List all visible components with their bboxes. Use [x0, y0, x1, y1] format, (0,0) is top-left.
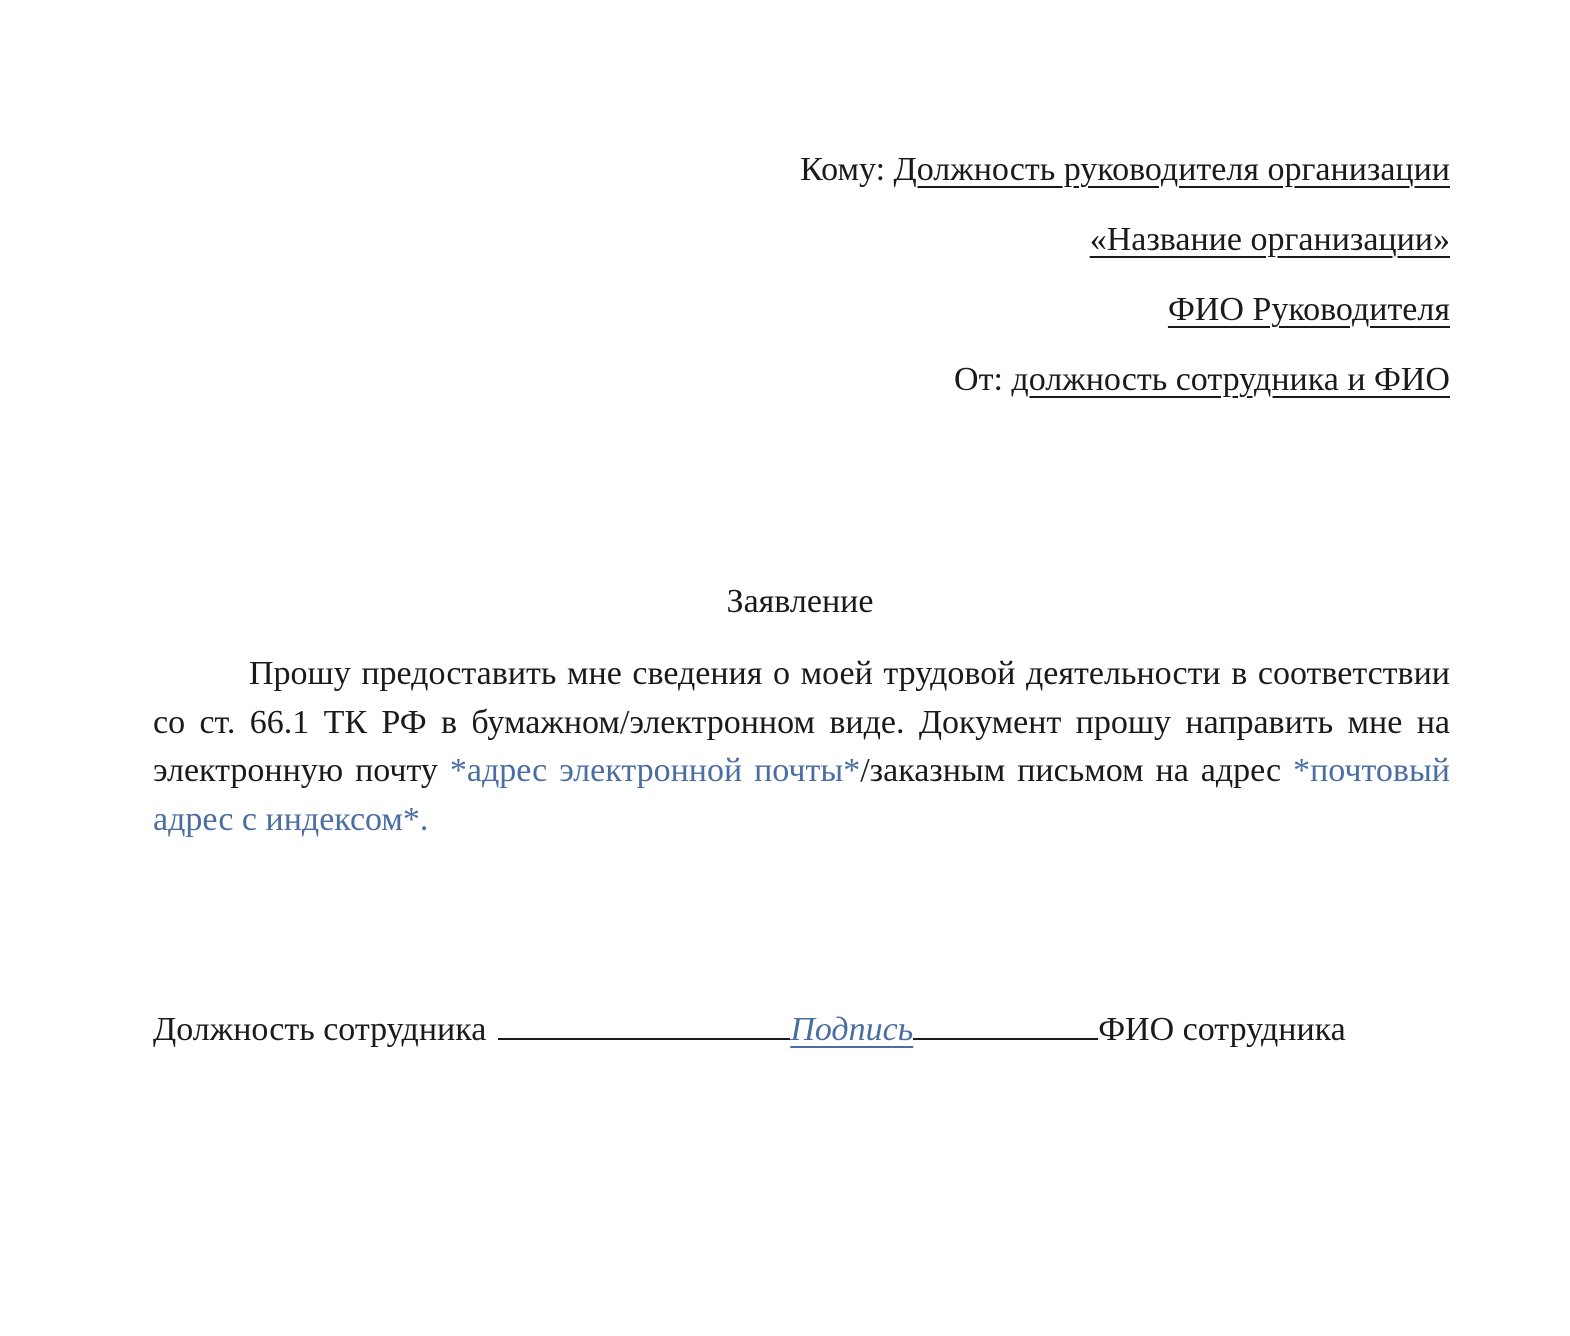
- signature-blank-right: [913, 1008, 1098, 1040]
- request-text-part2: /заказным письмом на адрес: [860, 752, 1294, 789]
- organization-name: «Название организации»: [1089, 221, 1450, 258]
- signature-blank-left: [498, 1008, 790, 1040]
- from-value: должность сотрудника и ФИО: [1011, 361, 1450, 398]
- organization-line: [550, 220, 1450, 260]
- manager-name: ФИО Руководителя: [1167, 291, 1450, 328]
- signature-name-label: ФИО сотрудника: [1098, 1011, 1346, 1048]
- signature-row: [153, 1008, 1450, 1052]
- document-title: Заявление: [726, 583, 874, 620]
- to-line: [550, 150, 1450, 190]
- signature-position-label: Должность сотрудника: [153, 1011, 487, 1048]
- from-line: [550, 360, 1450, 400]
- signature-label: Подпись: [790, 1011, 914, 1048]
- addressee-block: [550, 150, 1450, 430]
- request-text-part1: Прошу предоставить мне сведения о моей трудовой деятельности в соответствии со ст. 66.1 ТК РФ в бумажном/электронном виде. Документ прошу направить мне на электронную почту: [153, 655, 1450, 789]
- address-placeholder: *почтовый адрес с индексом*.: [153, 752, 1450, 838]
- to-position: Должность руководителя организации: [893, 151, 1450, 188]
- manager-line: [550, 290, 1450, 330]
- request-paragraph: [153, 650, 1450, 844]
- to-label: Кому:: [800, 151, 886, 188]
- from-label: От:: [954, 361, 1003, 398]
- email-placeholder: *адрес электронной почты*: [449, 752, 861, 789]
